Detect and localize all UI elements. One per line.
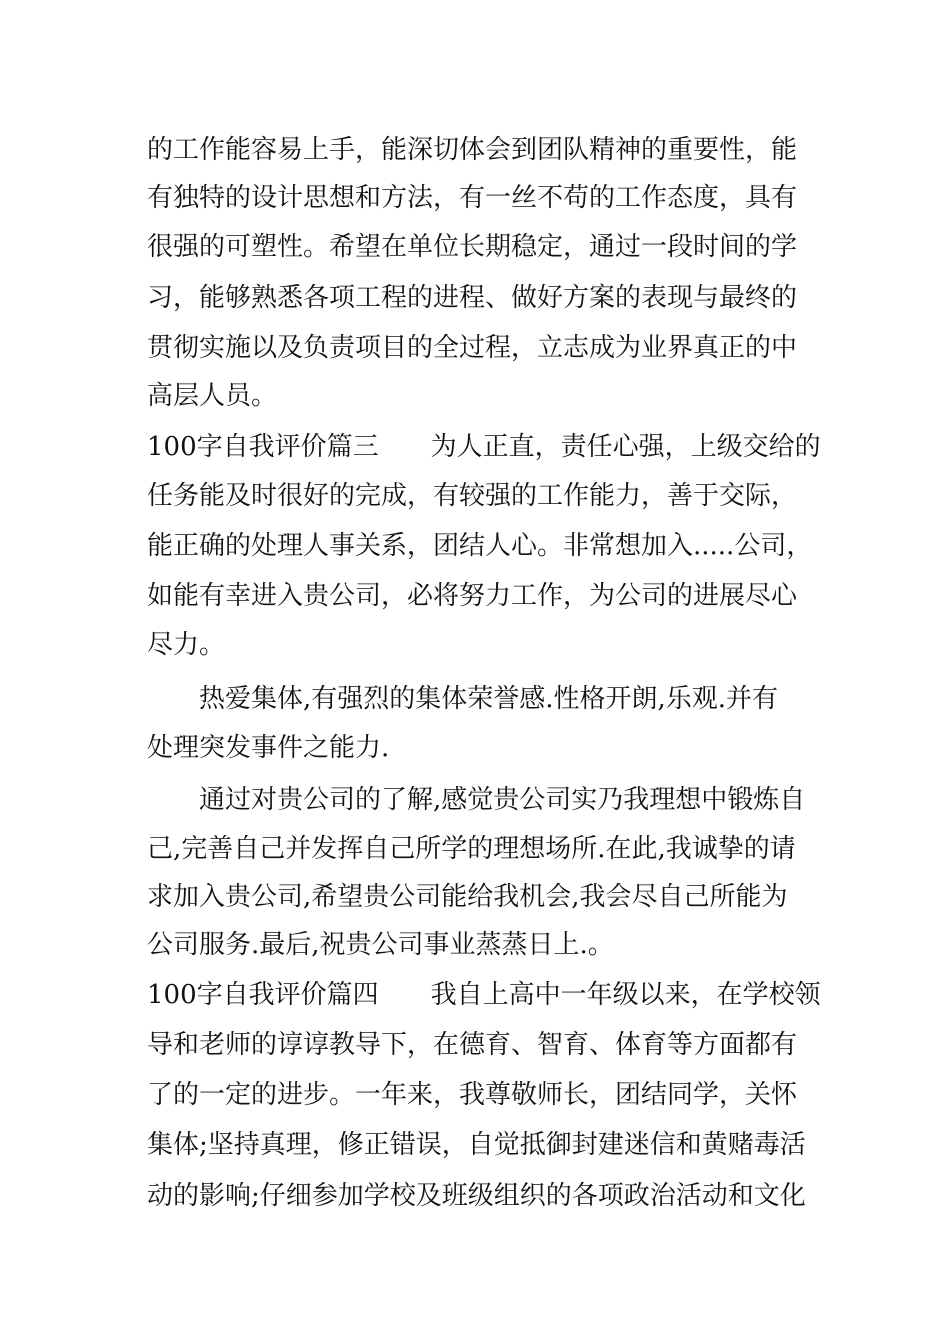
paragraph-first-line: 通过对贵公司的了解,感觉贵公司实乃我理想中锻炼自 <box>199 785 806 815</box>
text-line: 动的影响;仔细参加学校及班级组织的各项政治活动和文化 <box>147 1181 806 1211</box>
text-line: 很强的可塑性。希望在单位长期稳定，通过一段时间的学 <box>147 232 798 262</box>
text-line: 任务能及时很好的完成，有较强的工作能力，善于交际， <box>147 481 798 511</box>
text-line: 了的一定的进步。一年来，我尊敬师长，团结同学，关怀 <box>147 1080 798 1110</box>
text-line: 求加入贵公司,希望贵公司能给我机会,我会尽自己所能为 <box>147 882 788 912</box>
text-line: 能正确的处理人事关系，团结人心。非常想加入.....公司， <box>147 531 813 561</box>
text-line: 的工作能容易上手，能深切体会到团队精神的重要性，能 <box>147 135 798 165</box>
text-line: 高层人员。 <box>147 381 278 411</box>
section-heading-line: 100字自我评价篇三 为人正直，责任心强，上级交给的 <box>147 432 821 462</box>
section-heading-line: 100字自我评价篇四 我自上高中一年级以来，在学校领 <box>147 980 821 1010</box>
text-line: 处理突发事件之能力. <box>147 733 390 763</box>
text-line: 己,完善自己并发挥自己所学的理想场所.在此,我诚挚的请 <box>147 834 796 864</box>
text-line: 有独特的设计思想和方法，有一丝不苟的工作态度，具有 <box>147 183 798 213</box>
paragraph-first-line: 热爱集体,有强烈的集体荣誉感.性格开朗,乐观.并有 <box>199 684 779 714</box>
text-line: 尽力。 <box>147 630 226 660</box>
text-line: 习，能够熟悉各项工程的进程、做好方案的表现与最终的 <box>147 283 798 313</box>
text-line: 如能有幸进入贵公司，必将努力工作，为公司的进展尽心 <box>147 581 798 611</box>
text-line: 公司服务.最后,祝贵公司事业蒸蒸日上.。 <box>147 930 614 960</box>
text-line: 集体;坚持真理，修正错误，自觉抵御封建迷信和黄赌毒活 <box>147 1130 806 1160</box>
text-line: 导和老师的谆谆教导下，在德育、智育、体育等方面都有 <box>147 1030 798 1060</box>
text-line: 贯彻实施以及负责项目的全过程，立志成为业界真正的中 <box>147 333 798 363</box>
